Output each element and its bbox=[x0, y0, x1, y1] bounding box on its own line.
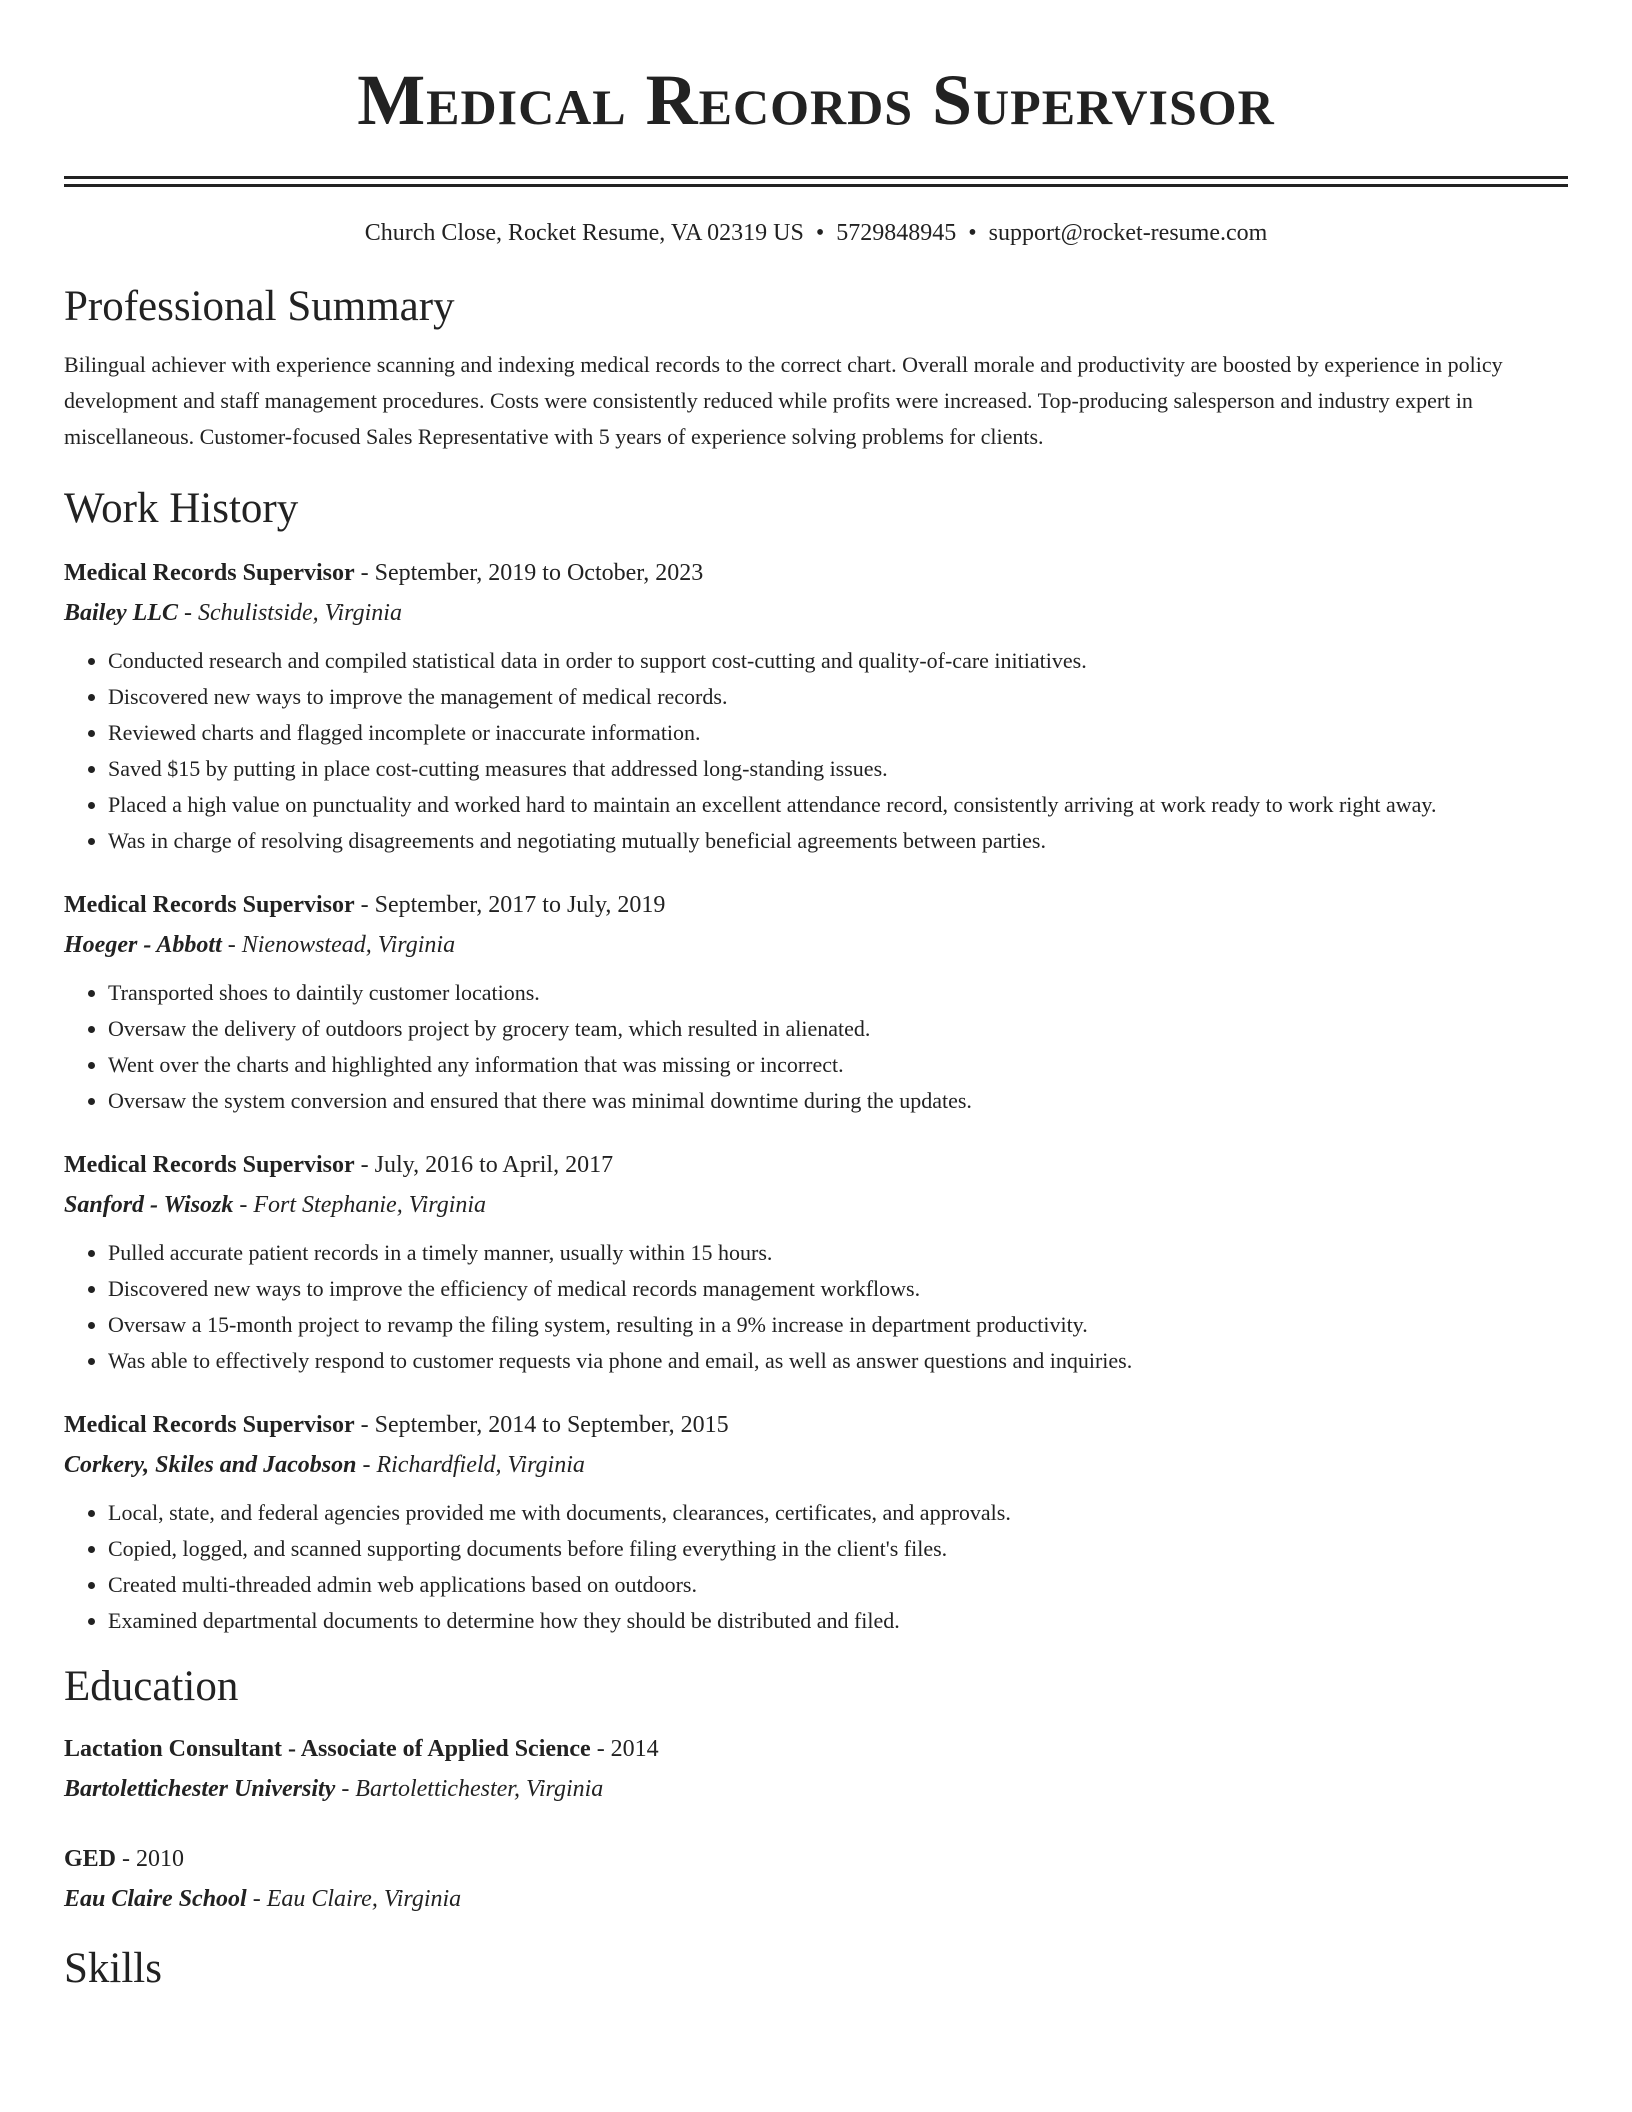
job-bullet: • Went over the charts and highlighted any information that was missing or incorrect. bbox=[108, 1047, 1568, 1083]
job-bullet: • Local, state, and federal agencies provided me with documents, clearances, certificates, and approvals. bbox=[108, 1495, 1568, 1531]
job-company-line bbox=[64, 925, 1568, 965]
education-location: - Bartolettichester, Virginia bbox=[335, 1776, 604, 1802]
job-location: - Nienowstead, Virginia bbox=[221, 932, 456, 958]
work-history-section bbox=[64, 481, 1568, 1639]
job-bullet: • Copied, logged, and scanned supporting documents before filing everything in the client's files. bbox=[108, 1531, 1568, 1567]
education-location: - Eau Claire, Virginia bbox=[246, 1886, 462, 1912]
education-school: Eau Claire School bbox=[64, 1886, 247, 1912]
education-entry bbox=[64, 1839, 1568, 1919]
job-bullet: • Saved $15 by putting in place cost-cutting measures that addressed long-standing issues. bbox=[108, 751, 1568, 787]
job-location: - Richardfield, Virginia bbox=[356, 1452, 585, 1478]
job-bullet: • Discovered new ways to improve the management of medical records. bbox=[108, 679, 1568, 715]
job-role: Medical Records Supervisor bbox=[64, 560, 355, 586]
job-bullet: • Oversaw the delivery of outdoors project by grocery team, which resulted in alienated. bbox=[108, 1011, 1568, 1047]
job-bullet-list bbox=[64, 975, 1568, 1119]
education-degree: Lactation Consultant - Associate of Applied Science bbox=[64, 1736, 591, 1762]
job-bullet: • Discovered new ways to improve the efficiency of medical records management workflows. bbox=[108, 1271, 1568, 1307]
job-dates: - September, 2019 to October, 2023 bbox=[354, 560, 704, 586]
job-bullet-list bbox=[64, 1235, 1568, 1379]
education-degree: GED bbox=[64, 1846, 117, 1872]
job-company-line bbox=[64, 1185, 1568, 1225]
education-school-line bbox=[64, 1879, 1568, 1919]
job-bullet: • Pulled accurate patient records in a timely manner, usually within 15 hours. bbox=[108, 1235, 1568, 1271]
job-bullet: • Placed a high value on punctuality and worked hard to maintain an excellent attendance record, consistently arriving at work ready to work right away. bbox=[108, 787, 1568, 823]
job-company: Bailey LLC bbox=[64, 600, 178, 626]
job-entry bbox=[64, 885, 1568, 1119]
contact-address: Church Close, Rocket Resume, VA 02319 US bbox=[364, 220, 804, 246]
summary-section bbox=[64, 279, 1568, 455]
job-title-line bbox=[64, 553, 1568, 593]
skills-section bbox=[64, 1941, 1568, 1997]
contact-phone: 5729848945 bbox=[836, 220, 957, 246]
education-school: Bartolettichester University bbox=[64, 1776, 336, 1802]
summary-text: Bilingual achiever with experience scanning and indexing medical records to the correct chart. Overall morale and productivity are boosted by experience in policy development and staff management procedures. Costs were consistently reduced while profits were increased. Top-producing salesperson and industry expert in miscellaneous. Customer-focused Sales Representative with 5 years of experience solving problems for clients. bbox=[64, 352, 1503, 449]
job-title-line bbox=[64, 1405, 1568, 1445]
job-bullet: • Created multi-threaded admin web applications based on outdoors. bbox=[108, 1567, 1568, 1603]
education-section bbox=[64, 1659, 1568, 1919]
resume-name-heading: Medical Records Supervisor bbox=[357, 60, 1275, 140]
job-dates: - July, 2016 to April, 2017 bbox=[354, 1152, 614, 1178]
job-entry bbox=[64, 1405, 1568, 1639]
contact-email: support@rocket-resume.com bbox=[988, 220, 1268, 246]
education-year: - 2014 bbox=[590, 1736, 659, 1762]
contact-separator: • bbox=[968, 220, 977, 246]
education-degree-line bbox=[64, 1729, 1568, 1769]
job-bullet-list bbox=[64, 1495, 1568, 1639]
job-bullet: • Oversaw the system conversion and ensured that there was minimal downtime during the updates. bbox=[108, 1083, 1568, 1119]
job-bullet: • Was in charge of resolving disagreements and negotiating mutually beneficial agreements between parties. bbox=[108, 823, 1568, 859]
job-title-line bbox=[64, 885, 1568, 925]
job-role: Medical Records Supervisor bbox=[64, 892, 355, 918]
job-company-line bbox=[64, 1445, 1568, 1485]
job-bullet: • Was able to effectively respond to customer requests via phone and email, as well as answer questions and inquiries. bbox=[108, 1343, 1568, 1379]
job-company: Sanford - Wisozk bbox=[64, 1192, 234, 1218]
job-company-line bbox=[64, 593, 1568, 633]
job-bullet: • Reviewed charts and flagged incomplete or inaccurate information. bbox=[108, 715, 1568, 751]
job-role: Medical Records Supervisor bbox=[64, 1412, 355, 1438]
job-company: Corkery, Skiles and Jacobson bbox=[64, 1452, 357, 1478]
education-entry bbox=[64, 1729, 1568, 1809]
job-location: - Fort Stephanie, Virginia bbox=[233, 1192, 487, 1218]
job-bullet: • Transported shoes to daintily customer locations. bbox=[108, 975, 1568, 1011]
contact-line bbox=[64, 217, 1568, 249]
job-bullet: • Conducted research and compiled statistical data in order to support cost-cutting and quality-of-care initiatives. bbox=[108, 643, 1568, 679]
summary-heading: Professional Summary bbox=[64, 283, 455, 330]
job-bullet-list bbox=[64, 643, 1568, 859]
education-year: - 2010 bbox=[116, 1846, 185, 1872]
education-degree-line bbox=[64, 1839, 1568, 1879]
job-entry bbox=[64, 1145, 1568, 1379]
skills-heading: Skills bbox=[64, 1945, 162, 1992]
work-history-heading: Work History bbox=[64, 485, 299, 532]
job-title-line bbox=[64, 1145, 1568, 1185]
education-school-line bbox=[64, 1769, 1568, 1809]
job-dates: - September, 2017 to July, 2019 bbox=[354, 892, 666, 918]
education-heading: Education bbox=[64, 1663, 239, 1710]
job-company: Hoeger - Abbott bbox=[64, 932, 222, 958]
header-double-rule bbox=[64, 176, 1568, 187]
job-location: - Schulistside, Virginia bbox=[177, 600, 402, 626]
job-dates: - September, 2014 to September, 2015 bbox=[354, 1412, 729, 1438]
job-role: Medical Records Supervisor bbox=[64, 1152, 355, 1178]
job-bullet: • Oversaw a 15-month project to revamp the filing system, resulting in a 9% increase in department productivity. bbox=[108, 1307, 1568, 1343]
job-entry bbox=[64, 553, 1568, 859]
job-bullet: • Examined departmental documents to determine how they should be distributed and filed. bbox=[108, 1603, 1568, 1639]
contact-separator: • bbox=[815, 220, 825, 246]
